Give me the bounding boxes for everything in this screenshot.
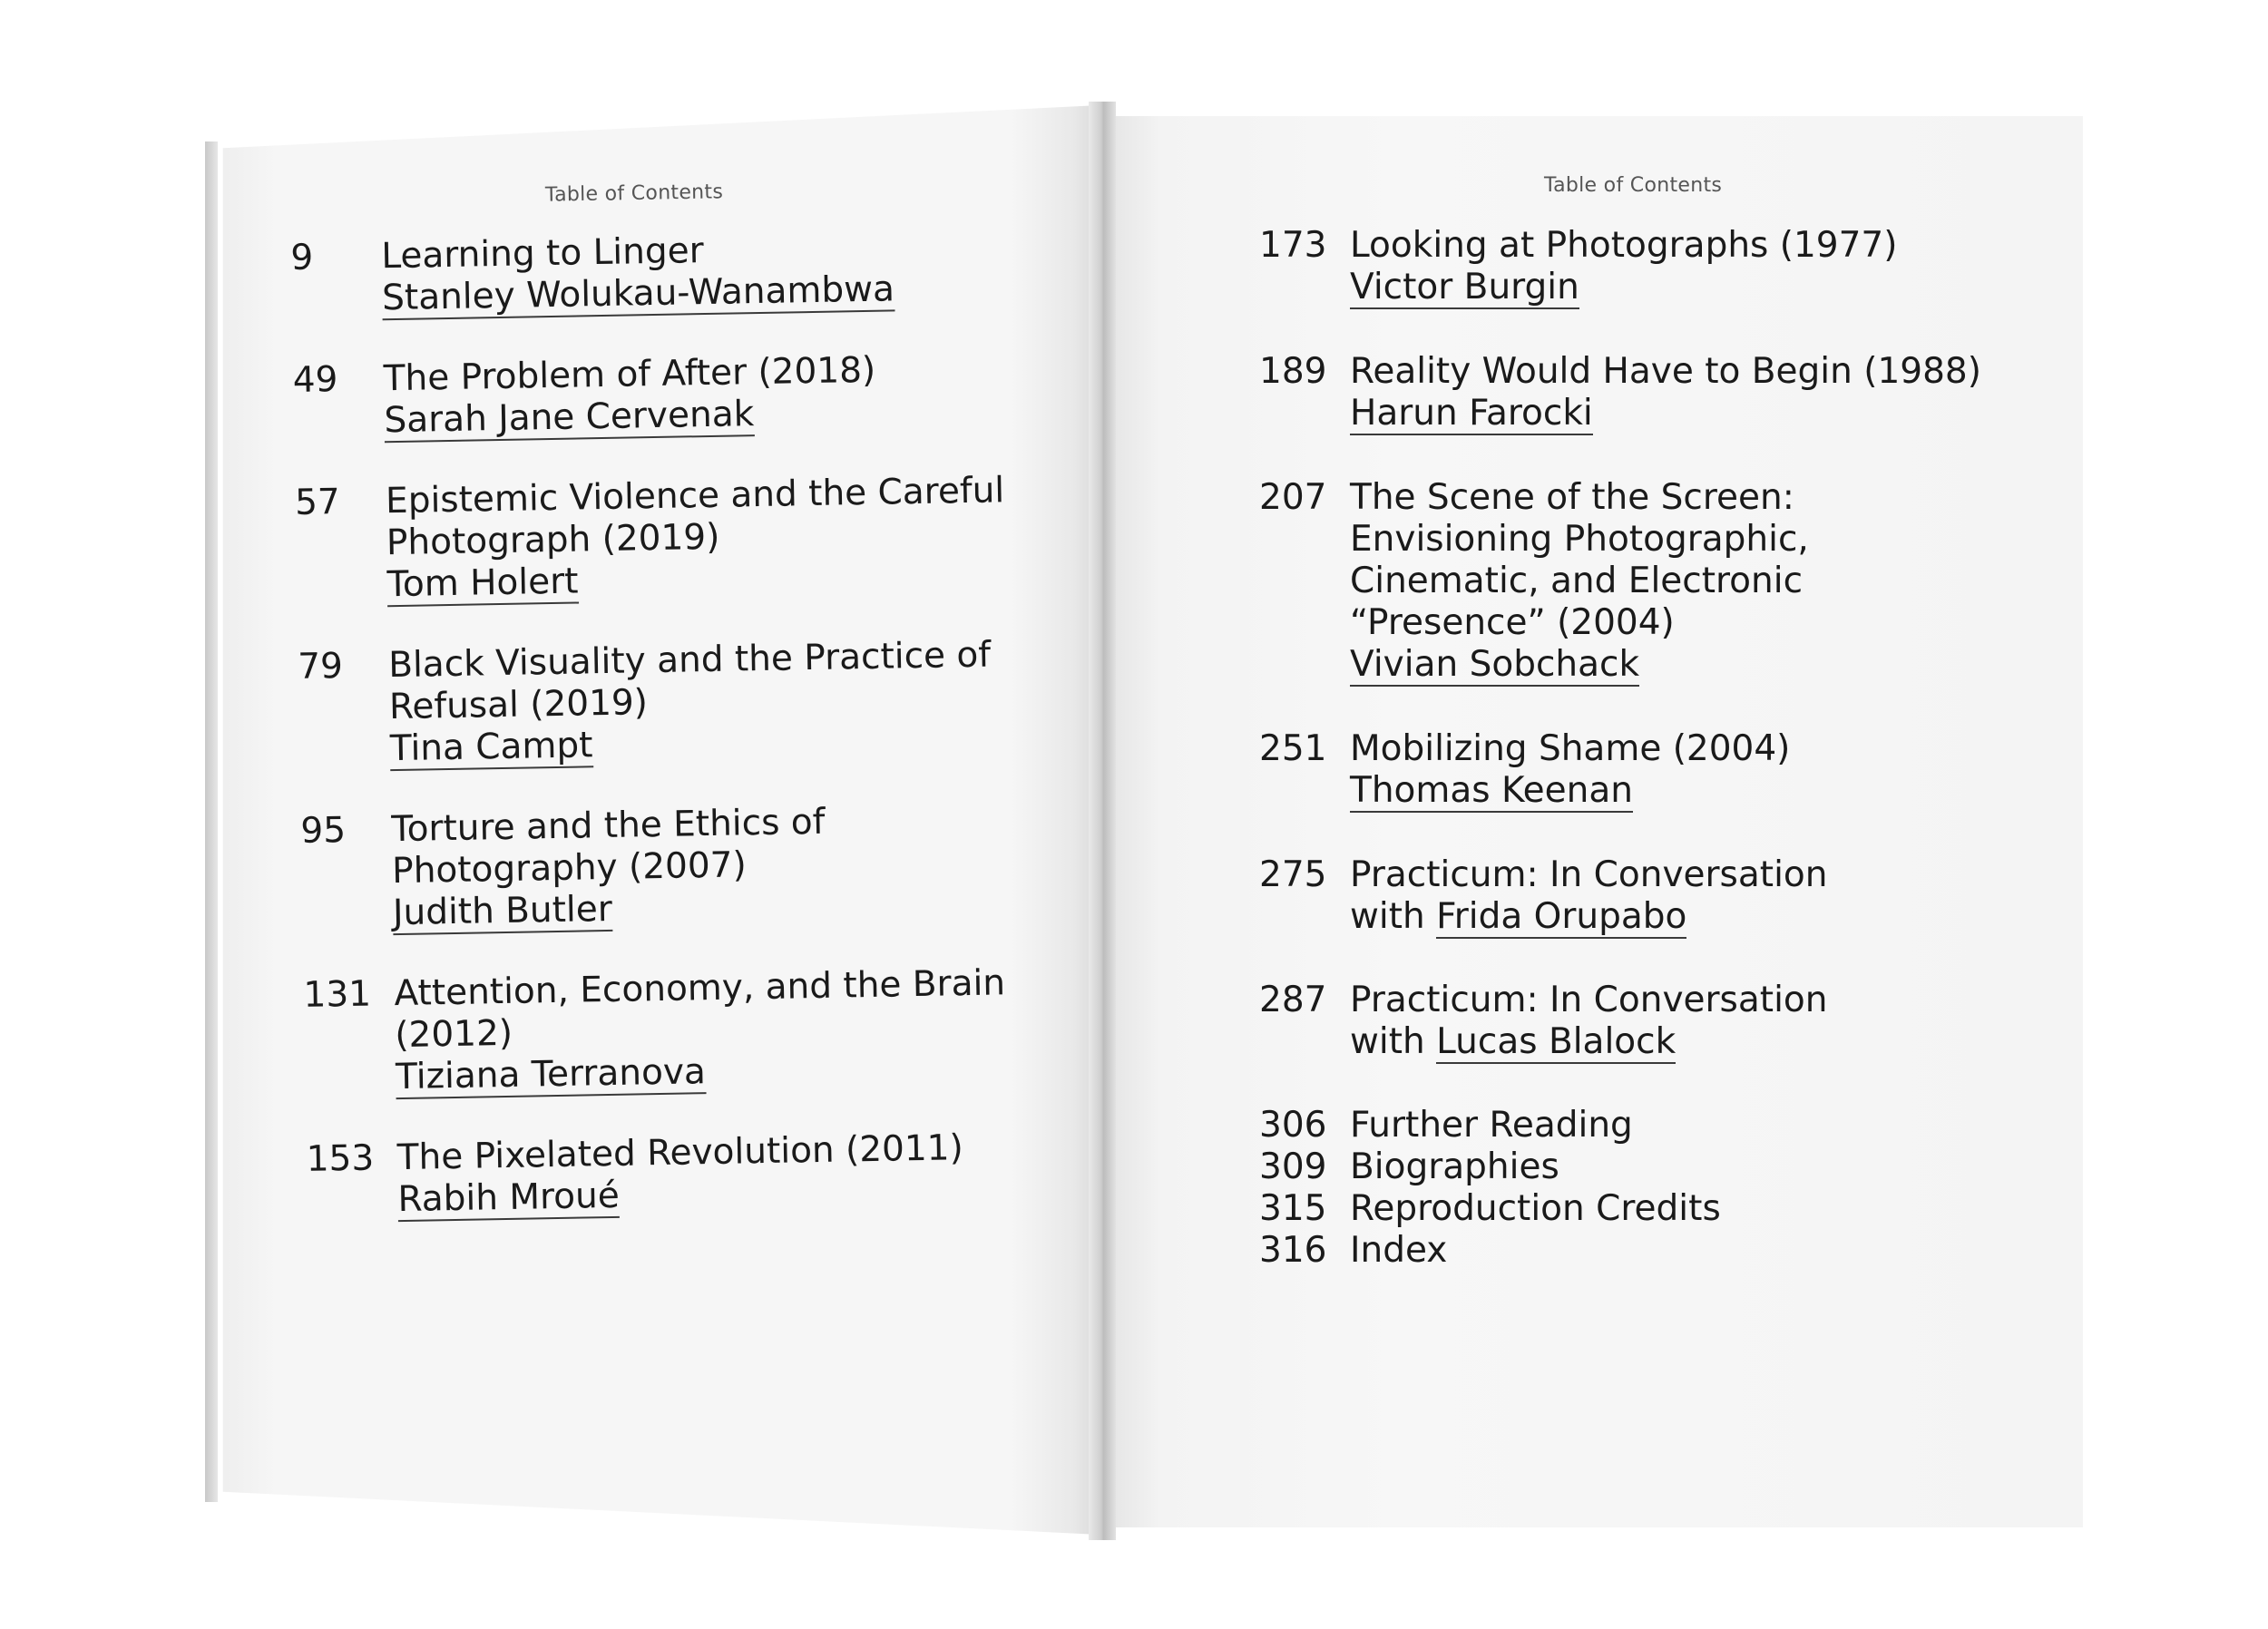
right-page-header: Table of Contents (1544, 174, 1723, 197)
page-number: 275 (1259, 854, 1327, 895)
page-number: 131 (303, 973, 372, 1016)
entry-text (388, 635, 992, 772)
author-link[interactable]: Victor Burgin (1350, 267, 1579, 307)
toc-entry (292, 348, 983, 444)
toc-entry (1259, 980, 2003, 1063)
with-prefix: with (1350, 896, 1437, 937)
entry-text (396, 1127, 997, 1223)
page-number: 306 (1259, 1105, 1327, 1146)
author-link[interactable]: Vivian Sobchack (1350, 644, 1640, 685)
right-toc-list (1259, 225, 2003, 1272)
book-gutter (1089, 102, 1116, 1540)
entry-text (394, 962, 1007, 1099)
page-number: 79 (297, 646, 344, 688)
entry-text (381, 226, 982, 321)
entry-title: Torture and the Ethics of (391, 801, 826, 851)
entry-title: Black Visuality and the Practice of (387, 634, 992, 687)
author-link[interactable]: Tom Holert (386, 561, 579, 606)
toc-entry (306, 1127, 997, 1224)
author-link[interactable]: Thomas Keenan (1350, 770, 1633, 811)
entry-title: The Pixelated Revolution (2011) (396, 1127, 964, 1179)
left-page-header: Table of Contents (544, 180, 724, 207)
entry-text (1350, 477, 2003, 687)
toc-entry (1259, 225, 2003, 309)
toc-entry (297, 634, 992, 773)
entry-text (386, 470, 1006, 607)
page-number: 49 (292, 359, 338, 401)
author-link[interactable]: Lucas Blalock (1436, 1021, 1677, 1062)
author-link[interactable]: Rabih Mroué (397, 1175, 621, 1221)
page-number: 9 (290, 237, 314, 278)
author-link[interactable]: Judith Butler (392, 888, 613, 934)
entry-title-continued: Photography (2007) (391, 844, 748, 893)
entry-title-continued (1350, 896, 2003, 938)
entry-text (1350, 351, 2003, 435)
entry-text (1350, 980, 2003, 1063)
entry-title: Reality Would Have to Begin (1988) (1350, 351, 1981, 392)
entry-title-continued: Cinematic, and Electronic (1350, 561, 1804, 601)
page-number: 316 (1259, 1230, 1327, 1271)
page-number: 173 (1259, 225, 1327, 266)
entry-title: Looking at Photographs (1977) (1350, 225, 1898, 266)
with-prefix: with (1350, 1021, 1437, 1062)
back-matter-title: Reproduction Credits (1350, 1188, 1721, 1229)
page-number: 287 (1259, 980, 1327, 1020)
back-matter-entry (1259, 1230, 2003, 1272)
entry-text (1350, 854, 2003, 938)
page-number: 189 (1259, 351, 1327, 392)
entry-text (383, 348, 983, 444)
entry-title: Practicum: In Conversation (1350, 854, 1828, 895)
back-matter-entry (1259, 1188, 2003, 1230)
entry-title: Epistemic Violence and the Careful (385, 470, 1005, 522)
entry-title: The Scene of the Screen: (1350, 477, 1794, 518)
entry-title-continued: Photograph (2019) (386, 516, 720, 564)
author-link[interactable]: Stanley Wolukau-Wanambwa (381, 268, 895, 319)
entry-title-continued (1350, 1021, 2003, 1063)
page-number: 207 (1259, 477, 1327, 518)
entry-title: Attention, Economy, and the Brain (394, 962, 1006, 1015)
entry-title: The Problem of After (2018) (383, 349, 876, 400)
toc-entry (290, 226, 982, 322)
toc-entry (1259, 854, 2003, 938)
entry-title-continued: (2012) (394, 1012, 513, 1057)
toc-entry (294, 470, 1005, 609)
toc-entry (1259, 728, 2003, 813)
author-link[interactable]: Tina Campt (389, 725, 593, 770)
back-matter-title: Biographies (1350, 1146, 1559, 1187)
entry-title: Learning to Linger (380, 230, 705, 278)
back-matter-title: Further Reading (1350, 1105, 1633, 1146)
author-link[interactable]: Sarah Jane Cervenak (384, 394, 755, 442)
toc-entry (300, 799, 992, 937)
entry-title-continued: Refusal (2019) (388, 682, 649, 728)
entry-text (1350, 225, 2003, 309)
entry-title-continued: Envisioning Photographic, (1350, 519, 1809, 560)
toc-entry (303, 962, 1006, 1101)
toc-entry (1259, 351, 2003, 435)
entry-text (391, 799, 992, 935)
left-page-edge (205, 141, 218, 1502)
page-number: 95 (300, 810, 347, 852)
page-number: 57 (294, 482, 341, 523)
page-number: 309 (1259, 1146, 1327, 1187)
page-number: 153 (306, 1137, 375, 1180)
left-toc-list (290, 226, 1006, 1262)
entry-title-continued: “Presence” (2004) (1350, 602, 1675, 643)
author-link[interactable]: Harun Farocki (1350, 393, 1593, 434)
back-matter-entry (1259, 1146, 2003, 1188)
toc-entry (1259, 477, 2003, 687)
back-matter-title: Index (1350, 1230, 1448, 1271)
page-number: 251 (1259, 728, 1327, 769)
author-link[interactable]: Tiziana Terranova (395, 1051, 707, 1098)
page-number: 315 (1259, 1188, 1327, 1229)
entry-text (1350, 728, 2003, 813)
author-link[interactable]: Frida Orupabo (1436, 896, 1687, 937)
entry-title: Mobilizing Shame (2004) (1350, 728, 1791, 769)
back-matter-entry (1259, 1105, 2003, 1146)
entry-title: Practicum: In Conversation (1350, 980, 1828, 1020)
